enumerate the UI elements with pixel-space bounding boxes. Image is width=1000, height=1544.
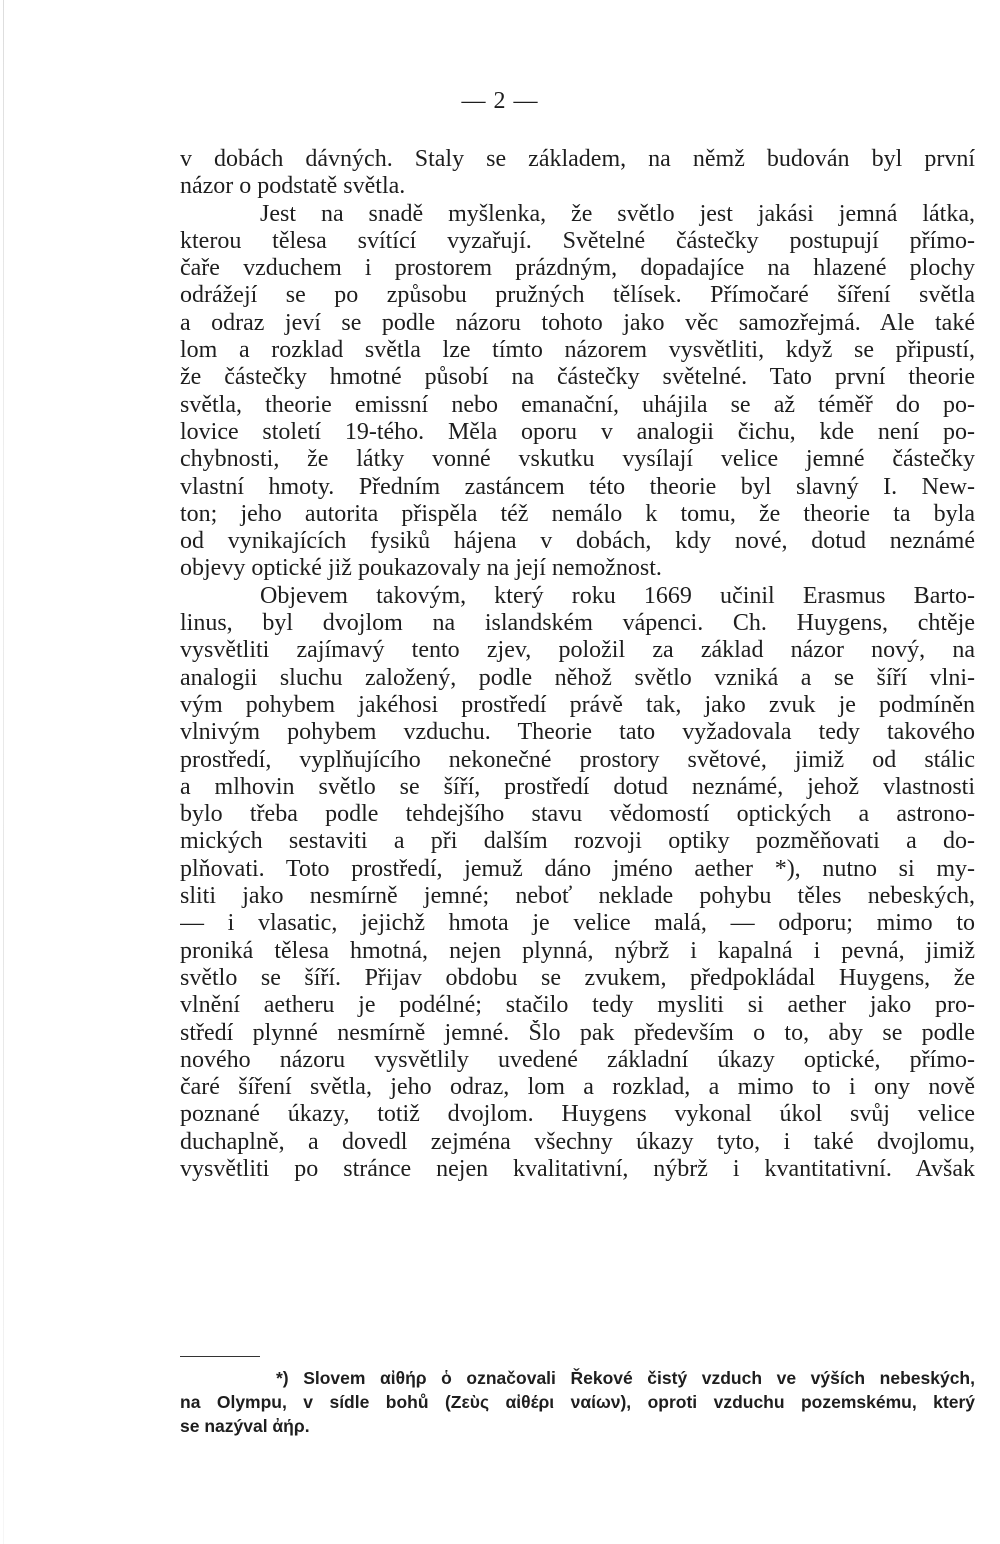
footnote-line: *) Slovem αἰθήρ ὁ označovali Řekové čistý vzduch ve výších nebeských, — [276, 1368, 975, 1388]
text-line: a mlhovin světlo se šíří, prostředí dotud neznámé, jehož vlastnosti — [180, 773, 975, 800]
footnote — [180, 1366, 975, 1438]
text-line: ton; jeho autorita přispěla též nemálo k tomu, že theorie ta byla — [180, 500, 975, 527]
text-line: chybnosti, že látky vonné vskutku vysílají velice jemné částečky — [180, 446, 975, 473]
footnote-separator — [180, 1356, 260, 1357]
footnote-line: na Olympu, v sídle bohů (Ζεὺς αἰθέρι ναίων), oproti vzduchu pozemskému, který — [180, 1392, 975, 1412]
text-line: bylo třeba podle tehdejšího stavu vědomostí optických a astrono- — [180, 801, 975, 828]
scan-edge-shadow — [3, 0, 4, 1544]
text-line: mických sestaviti a při dalším rozvoji optiky pozměňovati a do- — [180, 828, 975, 855]
text-line: vlastní hmoty. Předním zastáncem této theorie byl slavný I. New- — [180, 473, 975, 500]
text-line: kterou tělesa svítící vyzařují. Světelné částečky postupují přímo- — [180, 227, 975, 254]
footnote-line: se nazýval ἀήρ. — [180, 1416, 310, 1436]
text-line: vysvětliti zajímavý tento zjev, položil za základ názor nový, na — [180, 637, 975, 664]
text-line: čaré šíření světla, jeho odraz, lom a rozklad, a mimo to i ony nově — [180, 1074, 975, 1101]
text-line: vým pohybem jakéhosi prostředí právě tak, jako zvuk je podmíněn — [180, 691, 975, 718]
text-line: vysvětliti po stránce nejen kvalitativní, nýbrž i kvantitativní. Avšak — [180, 1155, 975, 1182]
text-line: středí plynné nesmírně jemné. Šlo pak především o to, aby se podle — [180, 1019, 975, 1046]
text-line: že částečky hmotné působí na částečky světelné. Tato první theorie — [180, 364, 975, 391]
text-line: — i vlasatic, jejichž hmota je velice malá, — odporu; mimo to — [180, 910, 975, 937]
text-line: prostředí, vyplňujícího nekonečné prostory světové, jimiž od stálic — [180, 746, 975, 773]
text-line: světla, theorie emissní nebo emanační, uhájila se až téměř do po- — [180, 391, 975, 418]
text-line: a odraz jeví se podle názoru tohoto jako věc samozřejmá. Ale také — [180, 309, 975, 336]
text-line: sliti jako nesmírně jemné; neboť neklade pohybu těles nebeských, — [180, 883, 975, 910]
text-line: od vynikajících fysiků hájena v dobách, kdy nové, dotud neznámé — [180, 528, 975, 555]
text-line: plňovati. Toto prostředí, jemuž dáno jméno aether *), nutno si my- — [180, 855, 975, 882]
main-text — [180, 146, 975, 1183]
text-line: odrážejí se po způsobu pružných tělísek. Přímočaré šíření světla — [180, 282, 975, 309]
text-line: názor o podstatě světla. — [180, 173, 406, 200]
text-line: nového názoru vysvětlily uvedené základní úkazy optické, přímo- — [180, 1046, 975, 1073]
text-line: světlo se šíří. Přijav obdobu se zvukem, předpokládal Huygens, že — [180, 964, 975, 991]
text-line: vlnění aetheru je podélné; stačilo tedy mysliti si aether jako pro- — [180, 992, 975, 1019]
text-line: proniká tělesa hmotná, nejen plynná, nýbrž i kapalná i pevná, jimiž — [180, 937, 975, 964]
text-line: čaře vzduchem i prostorem prázdným, dopadajíce na hlazené plochy — [180, 255, 975, 282]
text-line: poznané úkazy, totiž dvojlom. Huygens vykonal úkol svůj velice — [180, 1101, 975, 1128]
text-line: duchaplně, a dovedl zejména všechny úkazy tyto, i také dvojlomu, — [180, 1128, 975, 1155]
text-line: lovice století 19-tého. Měla oporu v analogii čichu, kde není po- — [180, 418, 975, 445]
text-line: v dobách dávných. Staly se základem, na němž budován byl první — [180, 146, 975, 172]
text-line: lom a rozklad světla lze tímto názorem vysvětliti, když se připustí, — [180, 337, 975, 364]
text-line: linus, byl dvojlom na islandském vápenci. Ch. Huygens, chtěje — [180, 610, 975, 637]
page-number: — 2 — — [461, 88, 539, 114]
text-line: analogii sluchu založený, podle něhož světlo vzniká a se šíří vlni- — [180, 664, 975, 691]
text-line: vlnivým pohybem vzduchu. Theorie tato vyžadovala tedy takového — [180, 719, 975, 746]
text-line: objevy optické již poukazovaly na její nemožnost. — [180, 555, 662, 582]
text-line: Jest na snadě myšlenka, že světlo jest jakási jemná látka, — [260, 200, 975, 227]
text-line: Objevem takovým, který roku 1669 učinil Erasmus Barto- — [260, 582, 975, 609]
